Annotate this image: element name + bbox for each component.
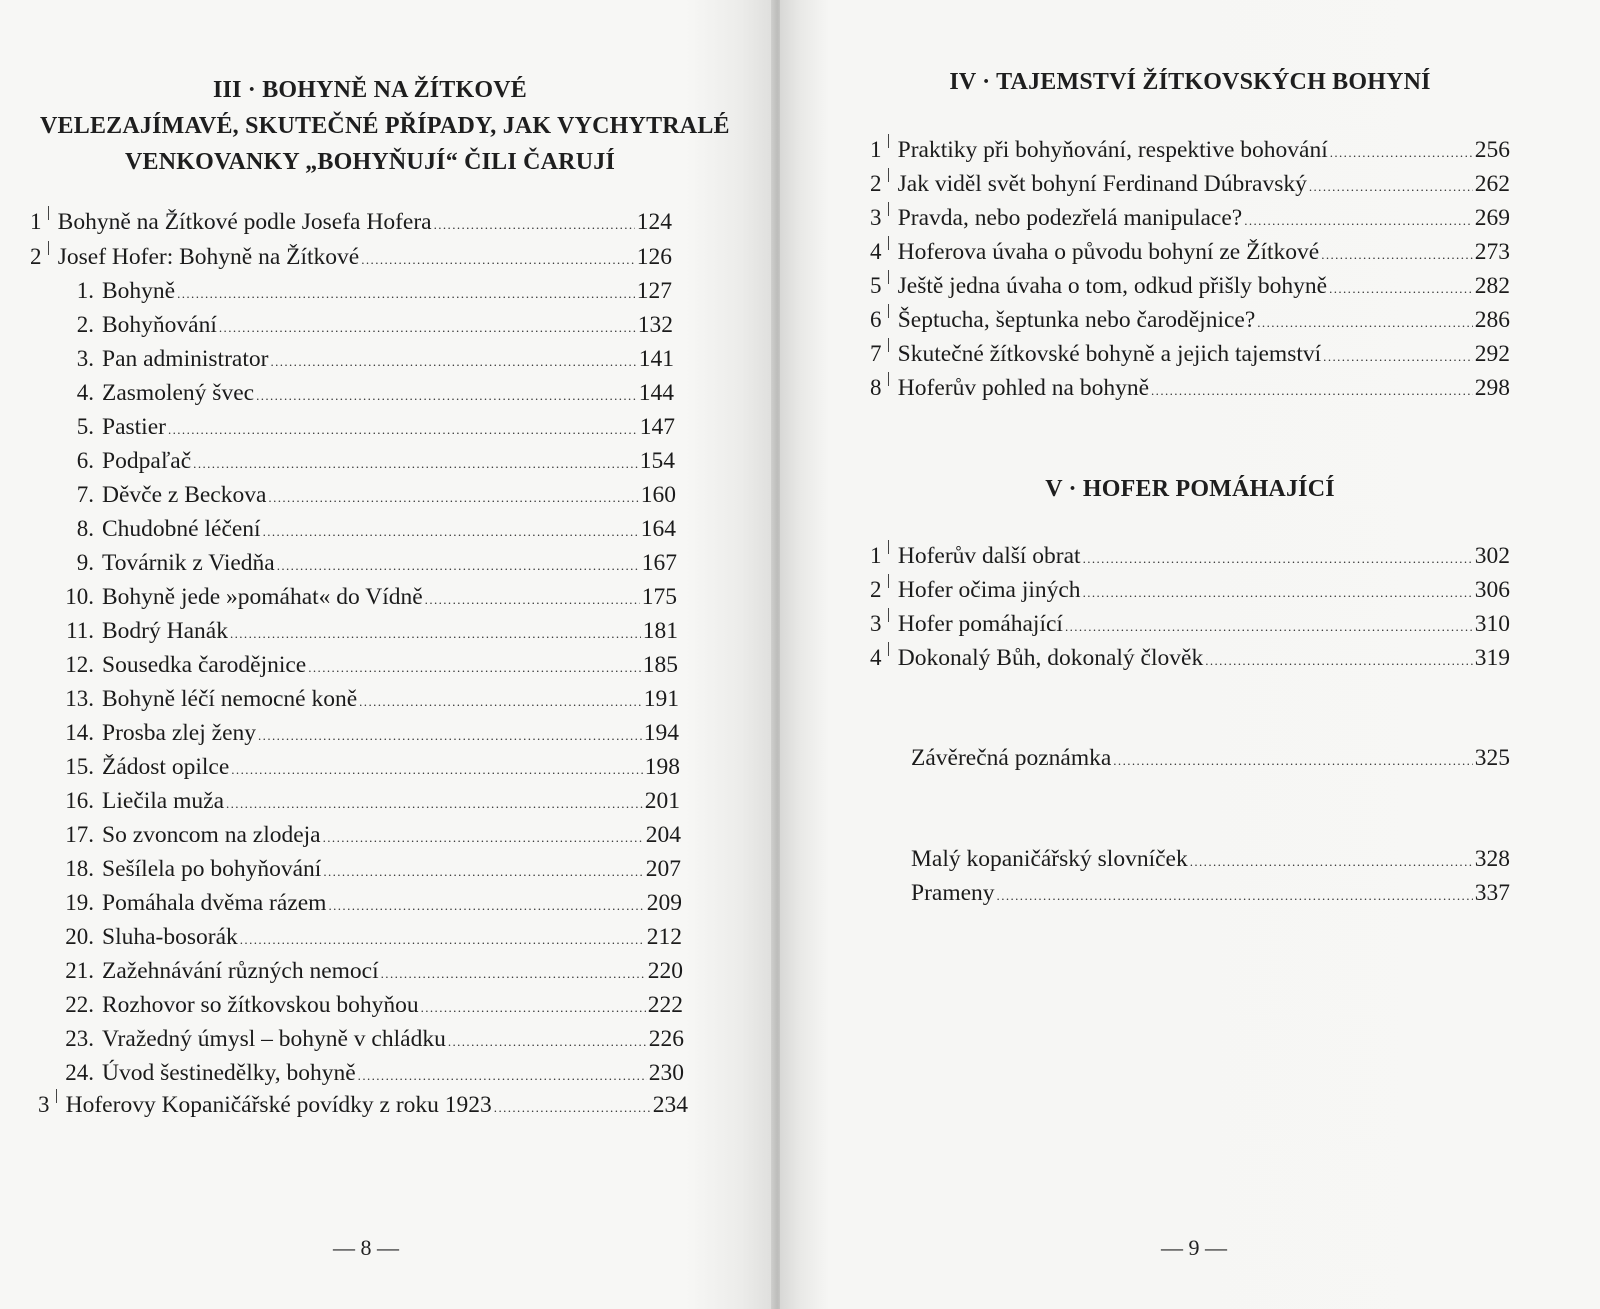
dot-leader [1329, 272, 1473, 306]
toc-entry-title: Dokonalý Bůh, dokonalý člověk [897, 645, 1204, 671]
toc-entry-number: 2 [870, 171, 882, 196]
toc-entry-title: Hoferova úvaha o původu bohyní ze Žítkové [897, 239, 1320, 265]
toc-entry-title: Jak viděl svět bohyní Ferdinand Dúbravský [897, 171, 1307, 197]
toc-entry-title: Ještě jedna úvaha o tom, odkud přišly bohyně [897, 273, 1328, 299]
toc-subentry-title: Sešílela po bohyňování [102, 856, 322, 882]
dot-leader [997, 879, 1473, 913]
toc-subentry-page: 230 [648, 1060, 684, 1086]
toc-subentry[interactable] [64, 410, 675, 444]
toc-entry[interactable] [870, 539, 1510, 573]
toc-subentry-page: 154 [639, 448, 675, 474]
dot-leader [270, 345, 636, 379]
toc-entry-page: 269 [1474, 205, 1510, 231]
toc-subentry-title: Pastier [102, 414, 166, 440]
toc-subentry-title: Bohyňování [102, 312, 217, 338]
toc-entry-number: 3 [38, 1092, 50, 1117]
toc-subentry[interactable] [64, 376, 674, 410]
toc-subentry-title: So zvoncom na zlodeja [102, 822, 321, 848]
toc-subentry-page: 226 [648, 1026, 684, 1052]
toc-entry[interactable] [911, 741, 1510, 775]
toc-entry-title: Hoferův pohled na bohyně [897, 375, 1150, 401]
dot-leader [308, 651, 641, 685]
toc-subentry-number: 21. [65, 958, 94, 983]
toc-subentry-page: 167 [641, 550, 677, 576]
toc-subentry[interactable] [64, 308, 673, 342]
dot-leader [328, 889, 644, 923]
toc-subentry-title: Chudobné léčení [102, 516, 261, 542]
toc-subentry-title: Vražedný úmysl – bohyně v chládku [102, 1026, 446, 1052]
dot-leader [177, 277, 635, 311]
toc-subentry-number: 6. [76, 448, 94, 473]
toc-subentry[interactable] [64, 920, 682, 954]
toc-subentry-page: 220 [647, 958, 683, 984]
toc-subentry-number: 15. [65, 754, 94, 779]
toc-entry-page: 286 [1474, 307, 1510, 333]
dot-leader [1151, 374, 1473, 408]
toc-subentry-title: Bodrý Hanák [102, 618, 228, 644]
dot-leader [1083, 542, 1473, 576]
toc-entry-page: 256 [1474, 137, 1510, 163]
toc-subentry-page: 191 [643, 686, 679, 712]
toc-subentry-number: 19. [65, 890, 94, 915]
toc-subentry-page: 201 [644, 788, 680, 814]
toc-entry-number: 5 [870, 273, 882, 298]
dot-leader [421, 991, 646, 1025]
dot-leader [226, 787, 643, 821]
toc-subentry-title: Žádost opilce [102, 754, 230, 780]
toc-subentry-title: Liečila muža [102, 788, 224, 814]
dot-leader [359, 685, 642, 719]
section-iv-heading: IV · TAJEMSTVÍ ŽÍTKOVSKÝCH BOHYNÍ [949, 69, 1431, 95]
toc-entry-title: Hoferovy Kopaničářské povídky z roku 1923 [65, 1092, 492, 1118]
toc-entry[interactable] [870, 269, 1510, 303]
toc-subentry-title: Rozhovor so žítkovskou bohyňou [102, 992, 419, 1018]
toc-entry-page: 325 [1474, 745, 1510, 771]
toc-entry-title: Bohyně na Žítkové podle Josefa Hofera [57, 209, 432, 235]
toc-entry[interactable] [870, 337, 1510, 371]
toc-subentry-page: 181 [642, 618, 678, 644]
toc-subentry-page: 185 [642, 652, 678, 678]
toc-entry-title: Pravda, nebo podezřelá manipulace? [897, 205, 1243, 231]
dot-leader [1065, 610, 1473, 644]
dot-leader [323, 855, 643, 889]
toc-subentry-title: Podpaľač [102, 448, 192, 474]
toc-entry[interactable] [870, 641, 1510, 675]
toc-entry-page: 337 [1474, 880, 1510, 906]
toc-entry-title: Malý kopaničářský slovníček [911, 846, 1188, 872]
dot-leader [231, 753, 642, 787]
toc-subentry-page: 204 [645, 822, 681, 848]
toc-subentry[interactable] [64, 682, 679, 716]
toc-subentry-title: Bohyně léčí nemocné koně [102, 686, 358, 712]
toc-entry[interactable] [870, 167, 1510, 201]
toc-subentry[interactable] [64, 1022, 684, 1056]
toc-subentry[interactable] [64, 988, 683, 1022]
toc-subentry[interactable] [64, 274, 672, 308]
toc-entry[interactable] [870, 235, 1510, 269]
toc-subentry-page: 160 [640, 482, 676, 508]
toc-subentry[interactable] [64, 614, 678, 648]
toc-subentry-title: Bohyně jede »pomáhat« do Vídně [102, 584, 423, 610]
dot-leader [1321, 238, 1473, 272]
toc-entry[interactable] [911, 842, 1510, 876]
toc-subentry-number: 10. [65, 584, 94, 609]
dot-leader [219, 311, 636, 345]
toc-entry-page: 282 [1474, 273, 1510, 299]
toc-entry-page: 310 [1474, 611, 1510, 637]
toc-entry-page: 273 [1474, 239, 1510, 265]
toc-subentry-page: 147 [639, 414, 675, 440]
toc-subentry-title: Pomáhala dvěma rázem [102, 890, 327, 916]
toc-subentry-number: 8. [76, 516, 94, 541]
dot-leader [1309, 170, 1473, 204]
toc-subentry[interactable] [64, 580, 677, 614]
toc-subentry-number: 11. [66, 618, 94, 643]
toc-entry[interactable] [30, 205, 672, 239]
toc-entry-page: 124 [636, 209, 672, 235]
toc-entry-title: Hoferův další obrat [897, 543, 1081, 569]
toc-entry-title: Skutečné žítkovské bohyně a jejich tajemství [897, 341, 1322, 367]
toc-entry-number: 3 [870, 205, 882, 230]
toc-subentry-number: 2. [76, 312, 94, 337]
toc-entry-number: 1 [870, 137, 882, 162]
toc-subentry-title: Továrnik z Viedňa [102, 550, 275, 576]
toc-subentry-number: 22. [65, 992, 94, 1017]
dot-leader [361, 243, 635, 277]
toc-entry-page: 306 [1474, 577, 1510, 603]
toc-entry-title: Praktiky při bohyňování, respektive bohování [897, 137, 1328, 163]
toc-subentry-number: 7. [76, 482, 94, 507]
toc-subentry-number: 9. [76, 550, 94, 575]
toc-subentry-number: 18. [65, 856, 94, 881]
section-iii-title: III · BOHYNĚ NA ŽÍTKOVÉ [212, 77, 527, 103]
toc-entry-number: 6 [870, 307, 882, 332]
toc-entry-number: 1 [30, 209, 42, 234]
section-iii-heading [40, 72, 730, 180]
toc-entry-number: 3 [870, 611, 882, 636]
toc-subentry-page: 127 [636, 278, 672, 304]
toc-entry[interactable] [38, 1088, 688, 1122]
toc-entry-title: Hofer pomáhající [897, 611, 1063, 637]
toc-entry-number: 7 [870, 341, 882, 366]
toc-entry-page: 126 [636, 244, 672, 270]
dot-leader [1190, 845, 1473, 879]
toc-subentry-title: Úvod šestinedělky, bohyně [102, 1060, 356, 1086]
toc-subentry[interactable] [64, 954, 683, 988]
toc-subentry-title: Pan administrator [102, 346, 269, 372]
toc-entry-page: 319 [1474, 645, 1510, 671]
toc-subentry-number: 23. [65, 1026, 94, 1051]
toc-subentry-number: 3. [76, 346, 94, 371]
toc-subentry-page: 141 [638, 346, 674, 372]
toc-subentry-page: 194 [643, 720, 679, 746]
toc-subentry-number: 1. [76, 278, 94, 303]
dot-leader [425, 583, 640, 617]
toc-subentry[interactable] [64, 750, 680, 784]
dot-leader [268, 481, 638, 515]
toc-subentry-title: Děvče z Beckova [102, 482, 267, 508]
toc-entry-page: 298 [1474, 375, 1510, 401]
dot-leader [1323, 340, 1473, 374]
toc-subentry-page: 164 [640, 516, 676, 542]
toc-subentry[interactable] [64, 648, 678, 682]
toc-subentry[interactable] [64, 512, 676, 546]
toc-subentry[interactable] [64, 1056, 684, 1090]
toc-entry-title: Závěrečná poznámka [911, 745, 1112, 771]
section-v-heading: V · HOFER POMÁHAJÍCÍ [1045, 476, 1335, 502]
toc-entry[interactable] [870, 303, 1510, 337]
toc-entry[interactable] [870, 573, 1510, 607]
toc-subentry-title: Zažehnávání různých nemocí [102, 958, 379, 984]
toc-subentry-page: 207 [645, 856, 681, 882]
toc-subentry-page: 144 [638, 380, 674, 406]
toc-entry-page: 234 [652, 1092, 688, 1118]
toc-subentry-number: 13. [65, 686, 94, 711]
toc-subentry[interactable] [64, 852, 681, 886]
dot-leader [1205, 644, 1473, 678]
toc-subentry-title: Sluha-bosorák [102, 924, 238, 950]
toc-subentry-page: 212 [646, 924, 682, 950]
toc-entry[interactable] [911, 876, 1510, 910]
toc-entry-title: Šeptucha, šeptunka nebo čarodějnice? [897, 307, 1256, 333]
toc-subentry[interactable] [64, 478, 676, 512]
toc-entry-page: 262 [1474, 171, 1510, 197]
toc-entry[interactable] [870, 607, 1510, 641]
toc-subentry-number: 5. [76, 414, 94, 439]
dot-leader [193, 447, 638, 481]
toc-entry[interactable] [30, 240, 672, 274]
dot-leader [263, 515, 639, 549]
section-iii-subtitle-line-1: VELEZAJÍMAVÉ, SKUTEČNÉ PŘÍPADY, JAK VYCHYTRALÉ [40, 113, 730, 139]
dot-leader [230, 617, 641, 651]
dot-leader [1083, 576, 1473, 610]
page-number: — 9 — [1161, 1235, 1227, 1260]
toc-entry-title: Josef Hofer: Bohyně na Žítkové [57, 244, 360, 270]
toc-subentry[interactable] [64, 342, 674, 376]
toc-subentry[interactable] [64, 716, 679, 750]
dot-leader [1244, 204, 1473, 238]
toc-subentry-number: 4. [76, 380, 94, 405]
toc-subentry[interactable] [64, 546, 677, 580]
dot-leader [381, 957, 646, 991]
toc-entry-page: 292 [1474, 341, 1510, 367]
dot-leader [448, 1025, 647, 1059]
toc-entry-number: 1 [870, 543, 882, 568]
toc-subentry-title: Prosba zlej ženy [102, 720, 257, 746]
toc-subentry-number: 17. [65, 822, 94, 847]
toc-subentry-number: 14. [65, 720, 94, 745]
toc-subentry-page: 132 [637, 312, 673, 338]
toc-entry-title: Hofer očima jiných [897, 577, 1081, 603]
toc-subentry-number: 24. [65, 1060, 94, 1085]
dot-leader [434, 208, 635, 242]
dot-leader [1257, 306, 1472, 340]
toc-subentry-number: 12. [65, 652, 94, 677]
toc-entry-number: 2 [870, 577, 882, 602]
toc-subentry-page: 209 [646, 890, 682, 916]
page-number: — 8 — [333, 1235, 399, 1260]
dot-leader [240, 923, 645, 957]
right-page [780, 0, 1600, 1309]
dot-leader [1330, 136, 1473, 170]
toc-entry-number: 4 [870, 645, 882, 670]
dot-leader [277, 549, 640, 583]
toc-subentry-title: Sousedka čarodějnice [102, 652, 307, 678]
toc-entry-number: 4 [870, 239, 882, 264]
dot-leader [168, 413, 638, 447]
toc-entry-number: 8 [870, 375, 882, 400]
toc-subentry[interactable] [64, 444, 675, 478]
toc-entry[interactable] [870, 133, 1510, 167]
section-iii-subtitle-line-2: VENKOVANKY „BOHYŇUJÍ“ ČILI ČARUJÍ [125, 149, 615, 175]
toc-subentry[interactable] [64, 886, 682, 920]
toc-subentry-number: 16. [65, 788, 94, 813]
toc-entry[interactable] [870, 201, 1510, 235]
toc-subentry-number: 20. [65, 924, 94, 949]
dot-leader [1113, 744, 1472, 778]
left-page [0, 0, 780, 1309]
toc-entry-number: 2 [30, 244, 42, 269]
toc-subentry[interactable] [64, 818, 681, 852]
toc-subentry-page: 175 [641, 584, 677, 610]
dot-leader [258, 719, 642, 753]
dot-leader [323, 821, 644, 855]
toc-entry-page: 328 [1474, 846, 1510, 872]
toc-entry-title: Prameny [911, 880, 995, 906]
toc-entry-page: 302 [1474, 543, 1510, 569]
toc-subentry[interactable] [64, 784, 680, 818]
toc-subentry-page: 198 [644, 754, 680, 780]
toc-subentry-title: Zasmolený švec [102, 380, 255, 406]
toc-subentry-title: Bohyně [102, 278, 176, 304]
toc-subentry-page: 222 [647, 992, 683, 1018]
dot-leader [256, 379, 637, 413]
toc-entry[interactable] [870, 371, 1510, 405]
dot-leader [494, 1091, 651, 1125]
